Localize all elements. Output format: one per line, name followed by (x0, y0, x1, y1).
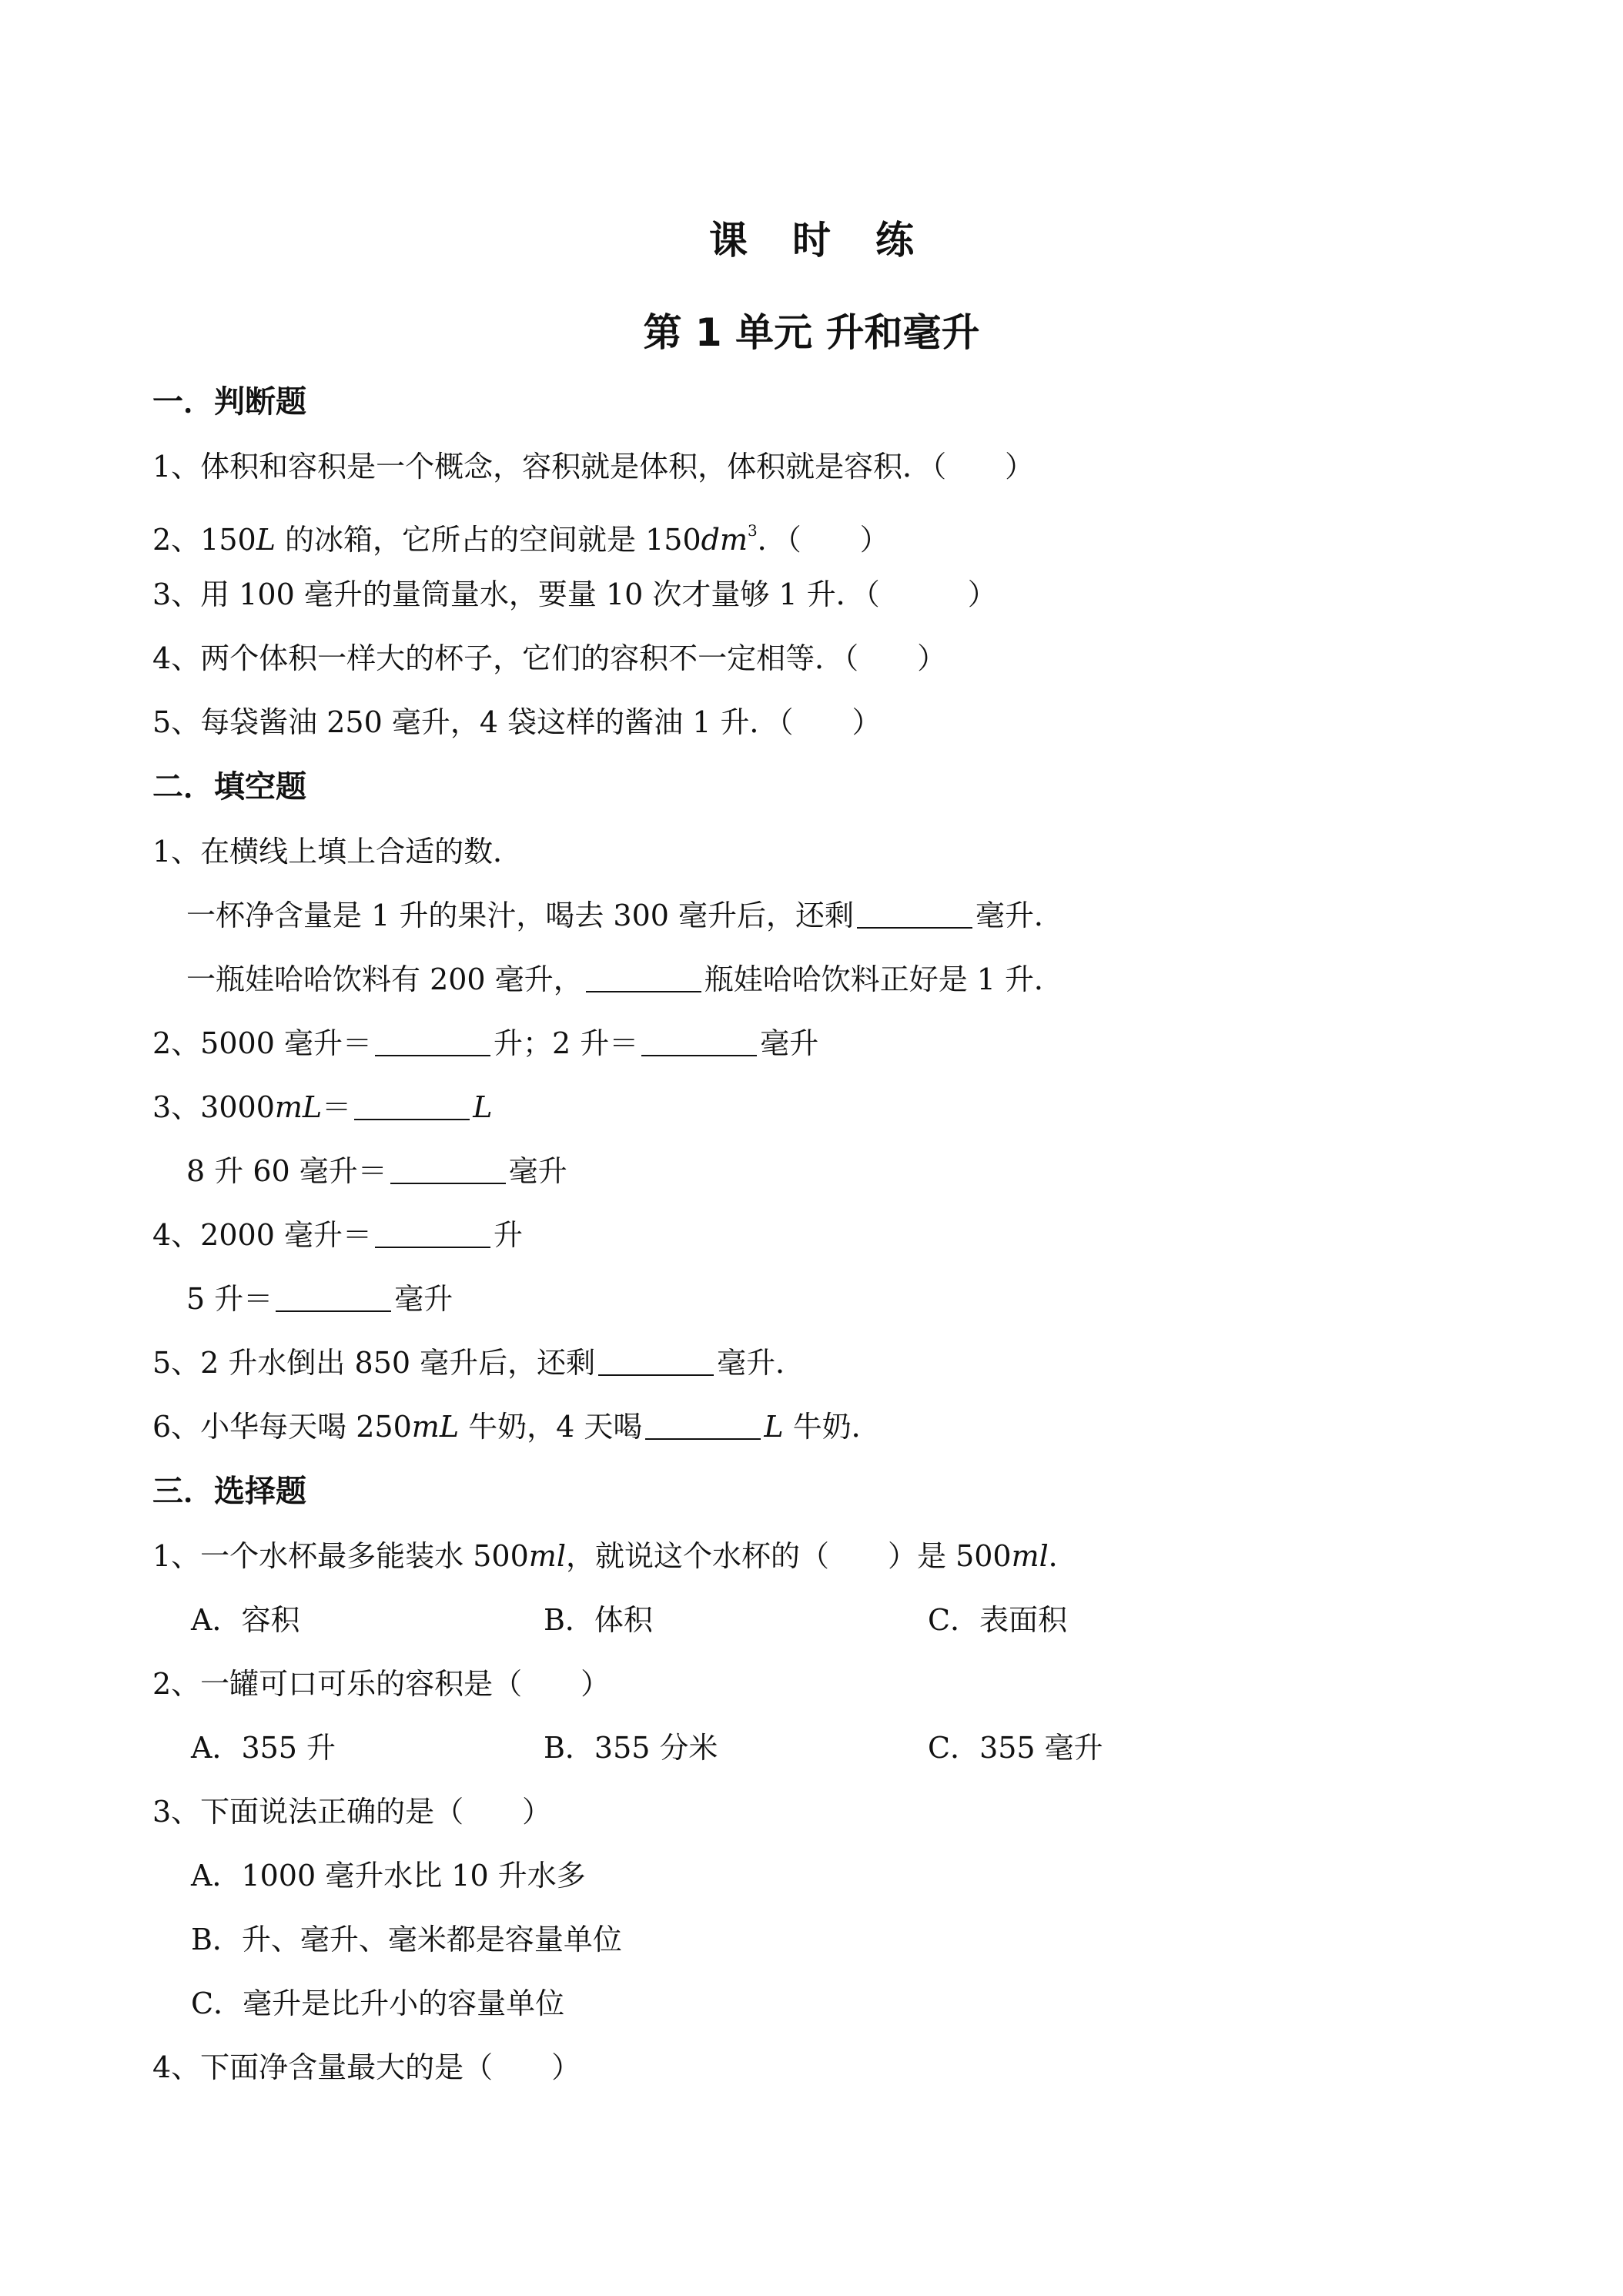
choice-q2-option-a: A．355 升 (191, 1731, 336, 1765)
choice-q1-option-a: A．容积 (191, 1603, 300, 1637)
fill-q5: 5、2 升水倒出 850 毫升后，还剩 毫升． (152, 1346, 805, 1380)
judgment-q5: 5、每袋酱油 250 毫升，4 袋这样的酱油 1 升．（ ） (152, 705, 882, 739)
answer-blank (857, 901, 972, 929)
answer-blank (586, 965, 701, 992)
fill-q1a: 一杯净含量是 1 升的果汁，喝去 300 毫升后，还剩 毫升． (186, 899, 1064, 932)
answer-blank (354, 1093, 470, 1120)
fill-q6: 6、小华每天喝 250mL 牛奶，4 天喝 L 牛奶． (152, 1410, 881, 1444)
answer-blank (390, 1156, 506, 1184)
judgment-q2: 2、150L 的冰箱，它所占的空间就是 $150dm^3$．（ ） (152, 521, 889, 557)
section-heading-choice: 三．选择题 (152, 1474, 306, 1509)
choice-q3: 3、下面说法正确的是（ ） (152, 1795, 552, 1829)
judgment-q4: 4、两个体积一样大的杯子，它们的容积不一定相等．（ ） (152, 641, 947, 675)
fill-q4b: 5 升＝ 毫升 (186, 1282, 453, 1316)
answer-blank (276, 1284, 391, 1312)
page-title: 课时练 (709, 218, 959, 263)
fill-q1: 1、在横线上填上合适的数． (152, 835, 523, 869)
answer-blank (598, 1348, 714, 1376)
fill-q4: 4、2000 毫升＝ 升 (152, 1218, 523, 1252)
answer-blank (641, 1029, 757, 1056)
judgment-q1: 1、体积和容积是一个概念，容积就是体积，体积就是容积．（ ） (152, 450, 1035, 484)
choice-q3-option-c: C．毫升是比升小的容量单位 (191, 1986, 565, 2020)
unit-title: 第 1 单元 升和毫升 (643, 310, 980, 355)
fill-q3: 3、3000mL＝ L (152, 1090, 493, 1124)
choice-q2-option-c: C．355 毫升 (928, 1731, 1103, 1765)
answer-blank (645, 1412, 761, 1440)
choice-q4: 4、下面净含量最大的是（ ） (152, 2050, 581, 2084)
judgment-q3: 3、用 100 毫升的量筒量水，要量 10 次才量够 1 升．（ ） (152, 577, 997, 611)
choice-q2: 2、一罐可口可乐的容积是（ ） (152, 1667, 611, 1701)
answer-blank (375, 1029, 490, 1056)
answer-blank (375, 1220, 490, 1248)
choice-q1: 1、一个水杯最多能装水 500ml，就说这个水杯的（ ）是 500ml． (152, 1539, 1078, 1573)
section-heading-fill: 二．填空题 (152, 769, 306, 805)
choice-q1-option-c: C．表面积 (928, 1603, 1068, 1637)
choice-q3-option-a: A．1000 毫升水比 10 升水多 (191, 1859, 586, 1893)
choice-q1-option-b: B．体积 (544, 1603, 653, 1637)
choice-q3-option-b: B．升、毫升、毫米都是容量单位 (191, 1923, 622, 1956)
choice-q2-option-b: B．355 分米 (544, 1731, 718, 1765)
fill-q3b: 8 升 60 毫升＝ 毫升 (186, 1154, 567, 1188)
section-heading-judgment: 一．判断题 (152, 384, 306, 420)
fill-q2: 2、5000 毫升＝ 升；2 升＝ 毫升 (152, 1026, 819, 1060)
fill-q1b: 一瓶娃哈哈饮料有 200 毫升， 瓶娃哈哈饮料正好是 1 升． (186, 962, 1064, 996)
